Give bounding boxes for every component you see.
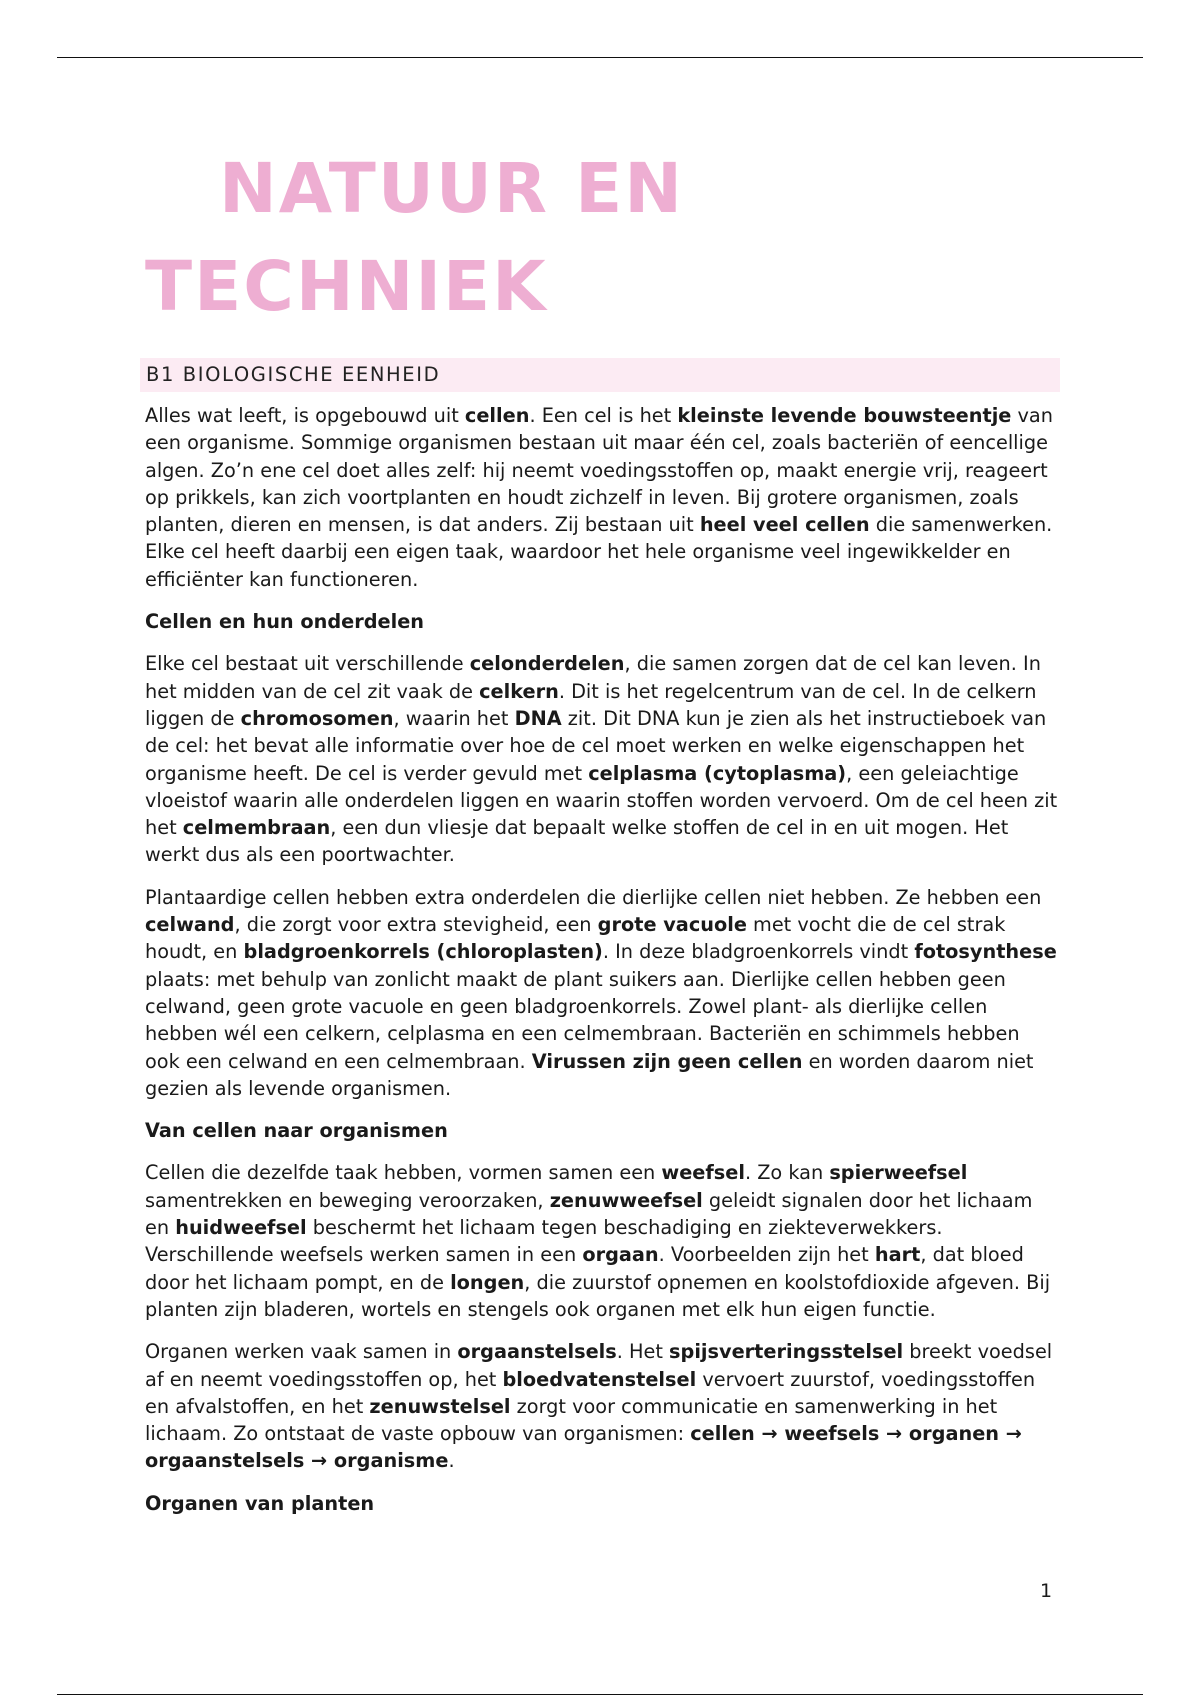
title-line-1: NATUUR EN — [219, 149, 684, 229]
bottom-rule — [57, 1694, 1143, 1695]
paragraph-plant-cells: Plantaardige cellen hebben extra onderdelen die dierlijke cellen niet hebben. Ze hebben een celwand, die zorgt voor extra stevigheid, een grote vacuole met vocht die de cel strak houdt, en bladgroenkorrels (chloroplasten). In deze bladgroenkorrels vindt fotosynthese plaats: met behulp van zonlicht maakt de plant suikers aan. Dierlijke cellen hebben geen celwand, geen grote vacuole en geen bladgroenkorrels. Zowel plant- als dierlijke cellen hebben wél een celkern, celplasma en een celmembraan. Bacteriën en schimmels hebben ook een celwand en een celmembraan. Virussen zijn geen cellen en worden daarom niet gezien als levende organismen. — [145, 885, 1057, 1100]
page-number: 1 — [1040, 1580, 1053, 1602]
paragraph-tissues: Cellen die dezelfde taak hebben, vormen samen een weefsel. Zo kan spierweefsel samentrekken en beweging veroorzaken, zenuwweefsel geleidt signalen door het lichaam en huidweefsel beschermt het lichaam tegen beschadiging en ziekteverwekkers. Verschillende weefsels werken samen in een orgaan. Voorbeelden zijn het hart, dat bloed door het lichaam pompt, en de longen, die zuurstof opnemen en koolstofdioxide afgeven. Bij planten zijn bladeren, wortels en stengels ook organen met elk hun eigen functie. — [145, 1161, 1051, 1321]
section-heading-bar — [140, 358, 1060, 392]
section-heading: B1 BIOLOGISCHE EENHEID — [146, 363, 441, 386]
subheading-cell-parts: Cellen en hun onderdelen — [145, 610, 425, 634]
paragraph-cell-parts: Elke cel bestaat uit verschillende celonderdelen, die samen zorgen dat de cel kan leven. In het midden van de cel zit vaak de celkern. Dit is het regelcentrum van de cel. In de celkern liggen de chromosomen, waarin het DNA zit. Dit DNA kun je zien als het instructieboek van de cel: het bevat alle informatie over hoe de cel moet werken en welke eigenschappen het organisme heeft. De cel is verder gevuld met celplasma (cytoplasma), een geleiachtige vloeistof waarin alle onderdelen liggen en waarin stoffen worden vervoerd. Om de cel heen zit het celmembraan, een dun vliesje dat bepaalt welke stoffen de cel in en uit mogen. Het werkt dus als een poortwachter. — [145, 652, 1058, 867]
paragraph-organ-systems: Organen werken vaak samen in orgaanstelsels. Het spijsverteringsstelsel breekt voedsel af en neemt voedingsstoffen op, het bloedvatenstelsel vervoert zuurstof, voedingsstoffen en afvalstoffen, en het zenuwstelsel zorgt voor communicatie en samenwerking in het lichaam. Zo ontstaat de vaste opbouw van organismen: cellen → weefsels → organen → orgaanstelsels → organisme. — [145, 1340, 1053, 1473]
paragraph-intro: Alles wat leeft, is opgebouwd uit cellen. Een cel is het kleinste levende bouwsteentje van een organisme. Sommige organismen bestaan uit maar één cel, zoals bacteriën of eencellige algen. Zo’n ene cel doet alles zelf: hij neemt voedingsstoffen op, maakt energie vrij, reageert op prikkels, kan zich voortplanten en houdt zichzelf in leven. Bij grotere organismen, zoals planten, dieren en mensen, is dat anders. Zij bestaan uit heel veel cellen die samenwerken. Elke cel heeft daarbij een eigen taak, waardoor het hele organisme veel ingewikkelder en efficiënter kan functioneren. — [145, 404, 1053, 591]
top-rule — [57, 57, 1143, 58]
document-title — [145, 140, 684, 336]
subheading-plant-organs: Organen van planten — [145, 1491, 375, 1515]
title-line-2: TECHNIEK — [145, 247, 548, 327]
document-body — [145, 402, 1060, 1532]
subheading-cells-to-organisms: Van cellen naar organismen — [145, 1119, 448, 1143]
